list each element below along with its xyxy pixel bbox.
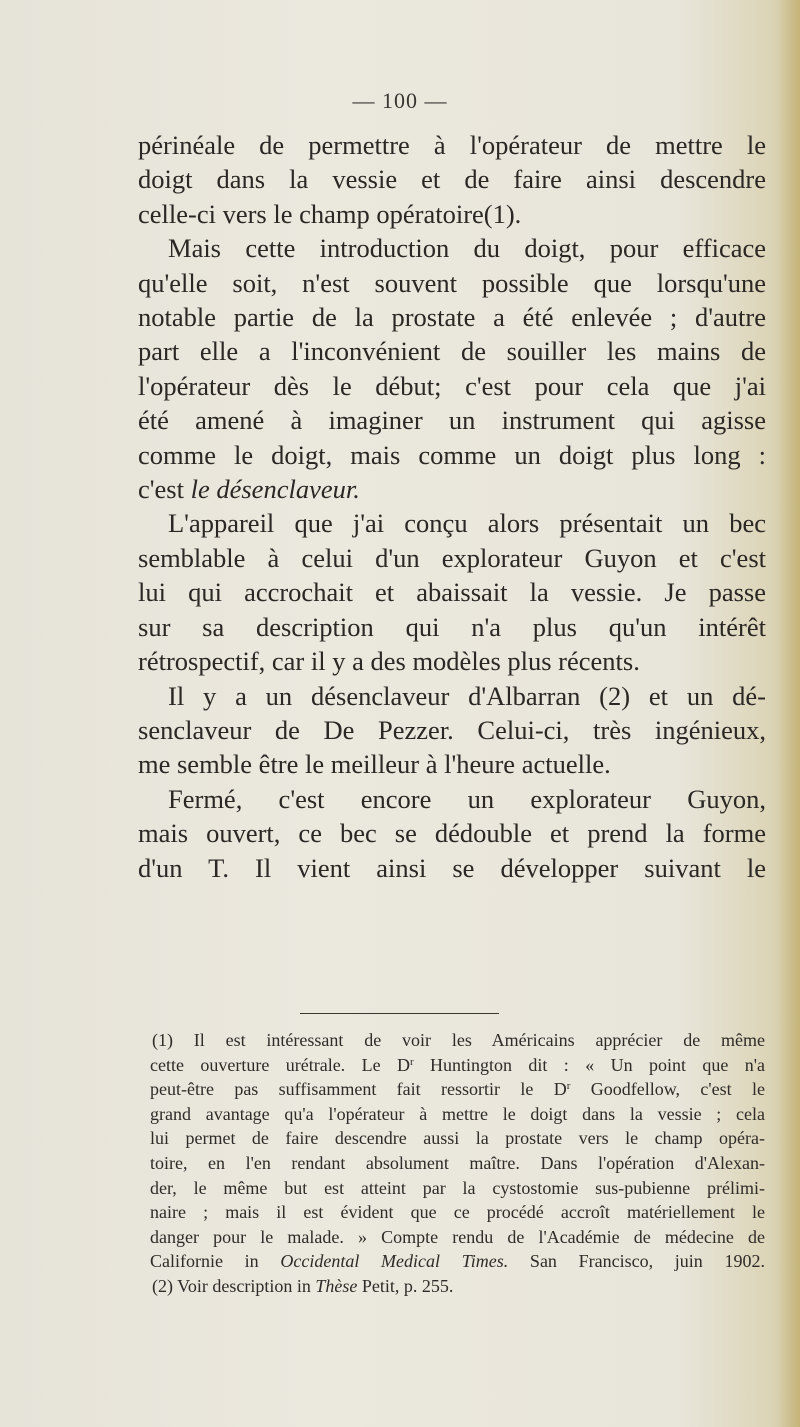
footnote-line: toire, en l'en rendant absolument maître. Dans l'opération d'Alexan- (150, 1152, 765, 1173)
text-line: Fermé, c'est encore un explorateur Guyon, (168, 783, 766, 814)
footnote-separator (300, 1013, 499, 1014)
text-line: part elle a l'inconvénient de souiller les mains de (138, 336, 766, 367)
text-fragment: (2) Voir description in (152, 1275, 316, 1296)
footnote-line (150, 1249, 765, 1274)
text-line: Mais cette introduction du doigt, pour efficace (168, 233, 766, 264)
text-fragment: Californie in (150, 1251, 281, 1272)
italic-term: le désenclaveur. (190, 474, 360, 505)
footnote-line: naire ; mais il est évident que ce procédé accroît matériellement le (150, 1202, 765, 1223)
text-line: rétrospectif, car il y a des modèles plus récents. (138, 646, 640, 677)
text-line: l'opérateur dès le début; c'est pour cela que j'ai (138, 370, 766, 401)
text-line: Il y a un désenclaveur d'Albarran (2) et un dé- (168, 680, 766, 711)
superscript: r (409, 1055, 414, 1068)
thesis-title: Thèse (315, 1275, 358, 1296)
text-fragment: Goodfellow, c'est le (570, 1079, 765, 1100)
text-line: lui qui accrochait et abaissait la vessie. Je passe (138, 577, 766, 608)
text-line: celle-ci vers le champ opératoire(1). (138, 198, 522, 229)
footnote-line: danger pour le malade. » Compte rendu de l'Académie de médecine de (150, 1226, 765, 1247)
text-fragment: San Francisco, juin 1902. (508, 1251, 765, 1272)
main-text (138, 128, 766, 885)
footnote-line: (1) Il est intéressant de voir les Américains apprécier de même (152, 1030, 765, 1050)
text-line: semblable à celui d'un explorateur Guyon et c'est (138, 542, 766, 573)
text-line: sur sa description qui n'a plus qu'un intérêt (138, 611, 766, 642)
text-line: d'un T. Il vient ainsi se développer suivant le (138, 852, 766, 883)
footnote-line: grand avantage qu'a l'opérateur à mettre le doigt dans la vessie ; cela (150, 1103, 765, 1124)
text-line: qu'elle soit, n'est souvent possible que lorsqu'une (138, 267, 766, 298)
text-line: périnéale de permettre à l'opérateur de mettre le (138, 130, 766, 160)
text-line: comme le doigt, mais comme un doigt plus long : (138, 439, 766, 470)
footnote-line (150, 1053, 765, 1078)
text-line: notable partie de la prostate a été enlevée ; d'autre (138, 302, 766, 333)
text-fragment: c'est (138, 474, 191, 505)
journal-title: Occidental Medical Times. (280, 1251, 509, 1272)
text-line: senclaveur de De Pezzer. Celui-ci, très ingénieux, (138, 714, 766, 745)
text-line: doigt dans la vessie et de faire ainsi descendre (138, 164, 766, 195)
footnote-line: der, le même but est atteint par la cystostomie sus-pubienne prélimi- (150, 1177, 765, 1198)
text-fragment: Huntington dit : « Un point que n'a (413, 1054, 765, 1075)
text-line: mais ouvert, ce bec se dédouble et prend la forme (138, 818, 766, 849)
text-line: L'appareil que j'ai conçu alors présentait un bec (168, 508, 766, 539)
footnote-line (150, 1077, 765, 1102)
text-fragment: cette ouverture urétrale. Le D (150, 1054, 410, 1075)
text-line (138, 472, 766, 506)
page-edge-stain (778, 0, 800, 1427)
footnote-line: lui permet de faire descendre aussi la prostate vers le champ opéra- (150, 1128, 765, 1149)
page-number: — 100 — (352, 88, 448, 113)
text-line: me semble être le meilleur à l'heure actuelle. (138, 749, 611, 780)
footnotes (150, 1028, 765, 1299)
superscript: r (566, 1080, 571, 1093)
text-fragment: peut-être pas suffisamment fait ressortir le D (150, 1079, 567, 1100)
text-fragment: Petit, p. 255. (357, 1275, 454, 1296)
footnote-line (150, 1274, 765, 1299)
text-line: été amené à imaginer un instrument qui agisse (138, 405, 766, 436)
